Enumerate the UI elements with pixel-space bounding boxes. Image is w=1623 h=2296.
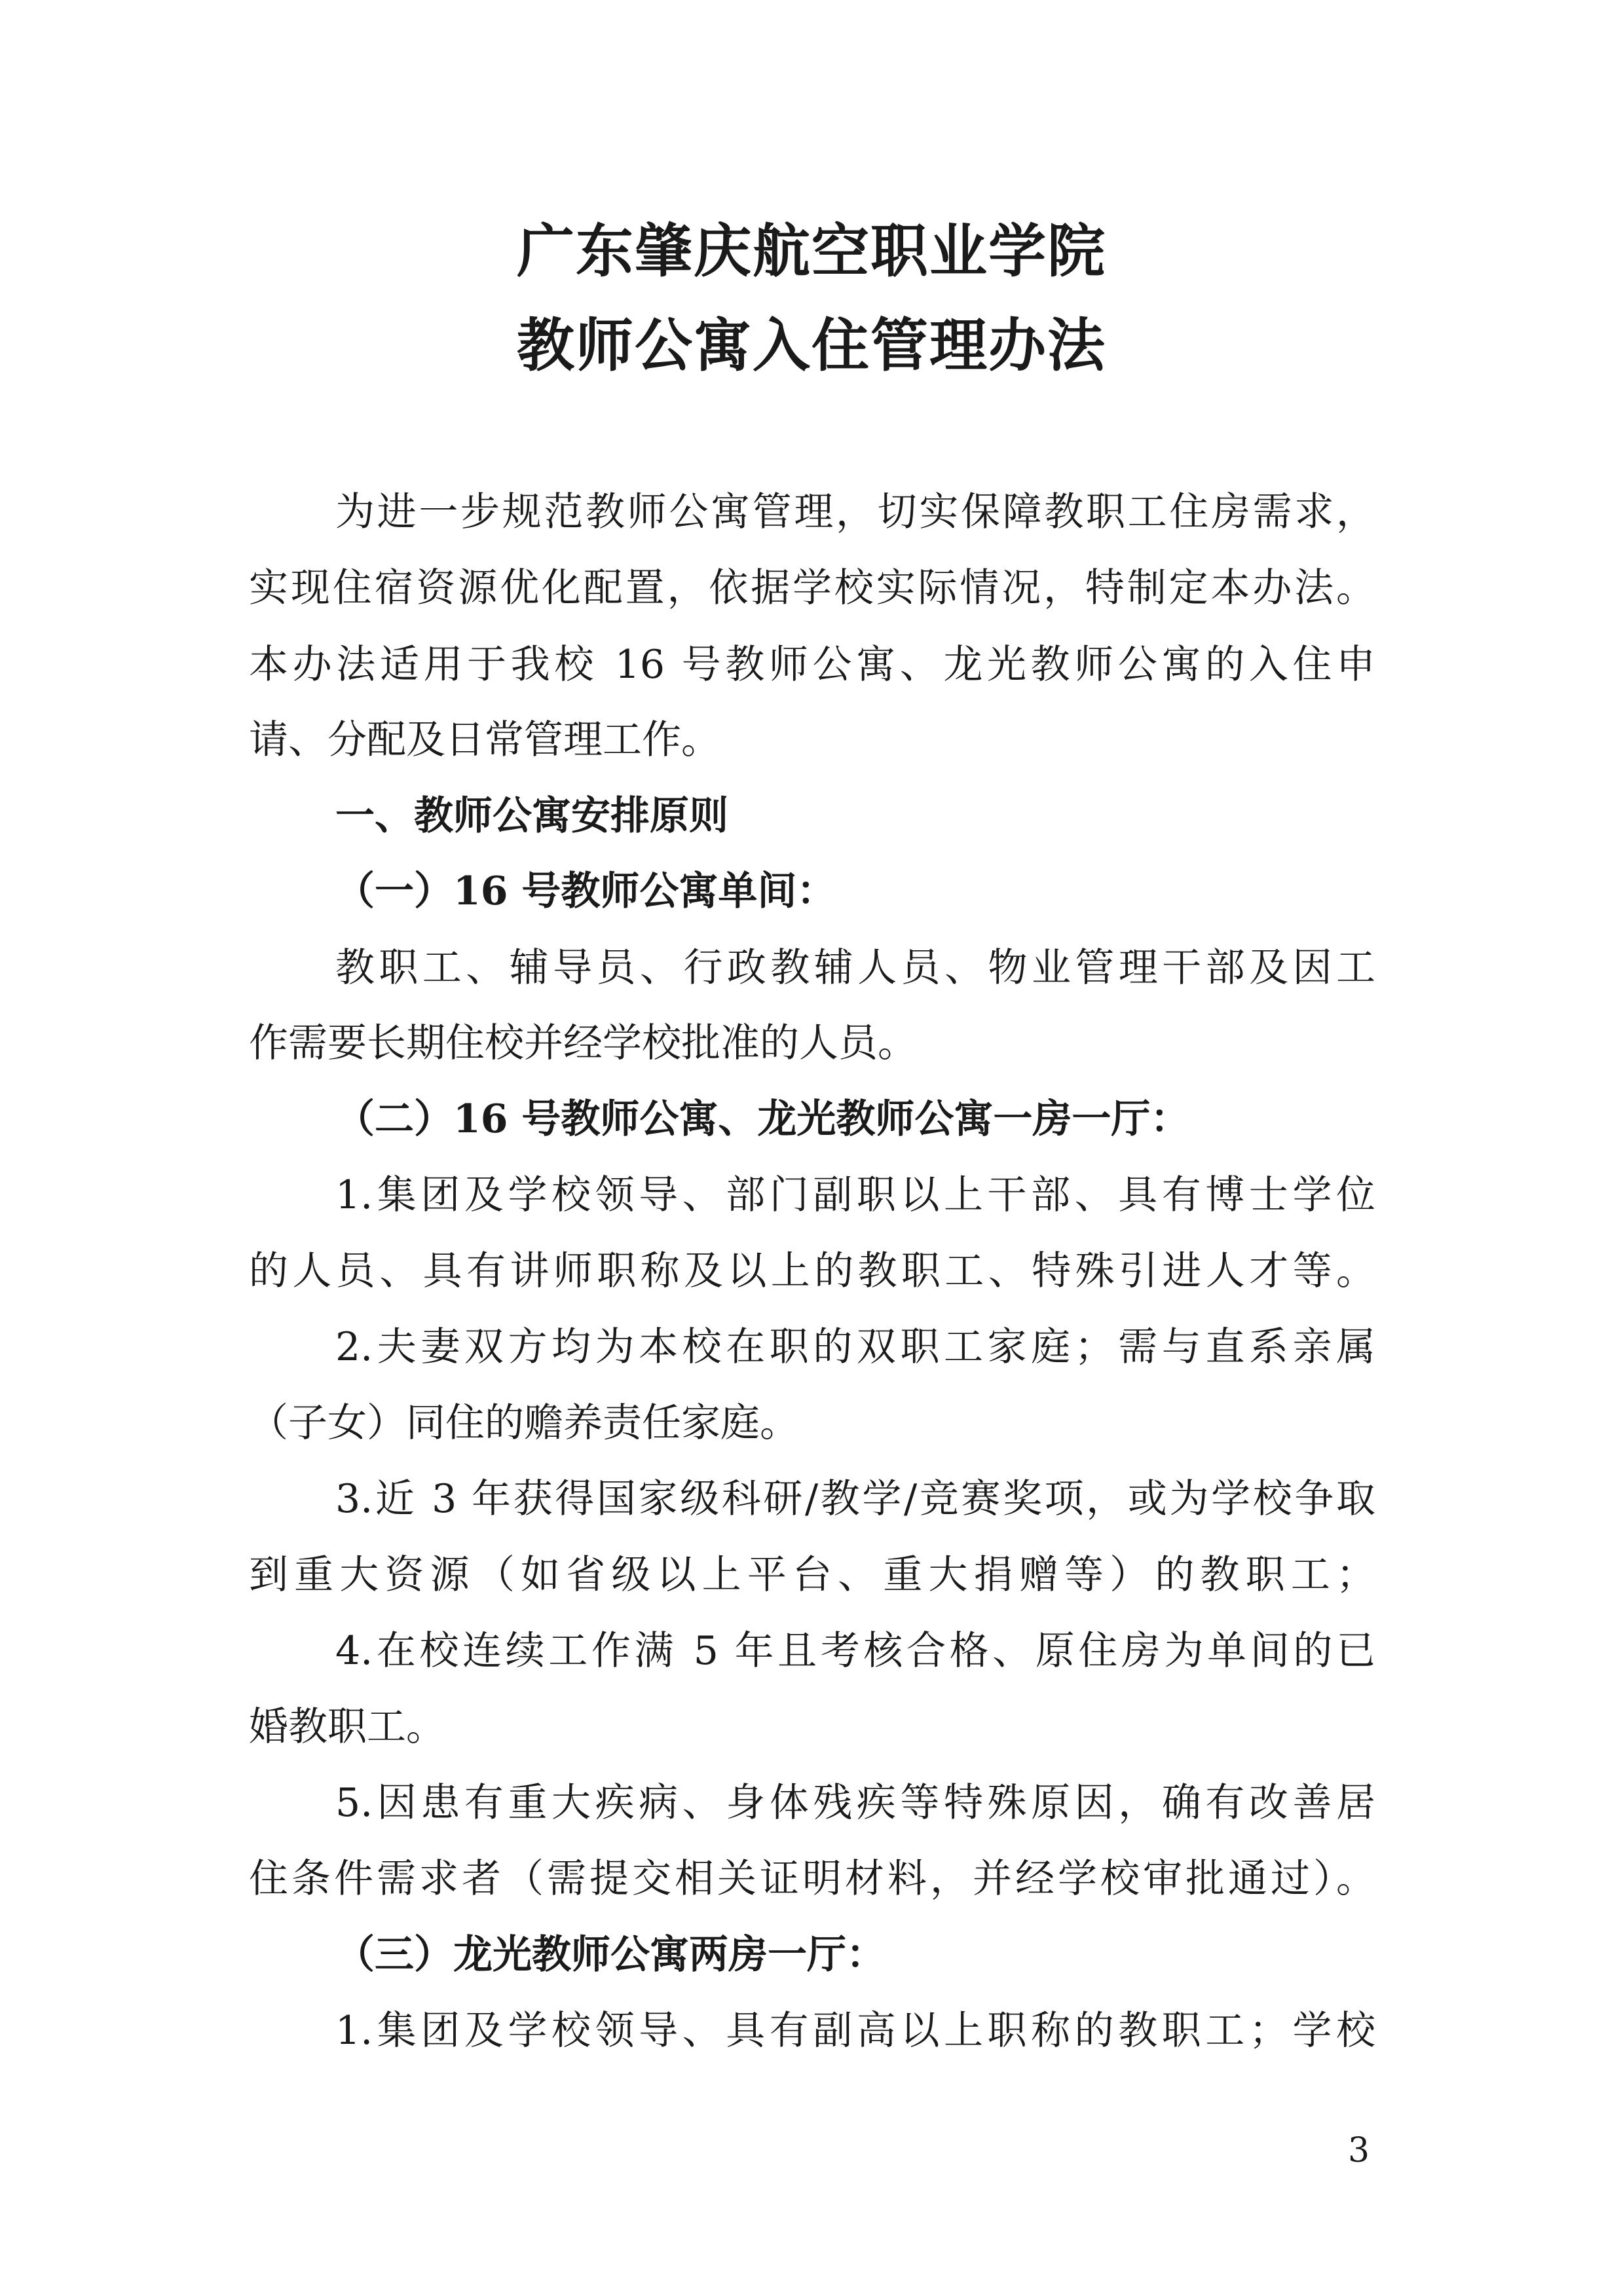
paragraph-line: 教职工、辅导员、行政教辅人员、物业管理干部及因工 <box>335 945 1375 991</box>
list-item-line: 住条件需求者（需提交相关证明材料，并经学校审批通过）。 <box>249 1856 1375 1902</box>
list-item-line: 2.夫妻双方均为本校在职的双职工家庭；需与直系亲属 <box>335 1324 1375 1370</box>
list-item-line: 的人员、具有讲师职称及以上的教职工、特殊引进人才等。 <box>249 1248 1375 1294</box>
list-item-line: 到重大资源（如省级以上平台、重大捐赠等）的教职工； <box>249 1552 1375 1598</box>
paragraph-line: 作需要长期住校并经学校批准的人员。 <box>249 1020 917 1066</box>
list-item-line: 4.在校连续工作满 5 年且考核合格、原住房为单间的已 <box>335 1628 1375 1674</box>
subsection-heading: （二）16 号教师公寓、龙光教师公寓一房一厅： <box>335 1096 1190 1142</box>
subsection-heading: （三）龙光教师公寓两房一厅： <box>335 1932 886 1978</box>
list-item-line: （子女）同住的赡养责任家庭。 <box>249 1400 799 1446</box>
document-title-line-2: 教师公寓入住管理办法 <box>516 312 1106 379</box>
paragraph-line: 实现住宿资源优化配置，依据学校实际情况，特制定本办法。 <box>249 565 1375 611</box>
paragraph-line: 请、分配及日常管理工作。 <box>249 717 720 763</box>
list-item-line: 3.近 3 年获得国家级科研/教学/竞赛奖项，或为学校争取 <box>335 1476 1375 1522</box>
section-heading: 一、教师公寓安排原则 <box>335 793 728 839</box>
page-number: 3 <box>1348 2131 1370 2170</box>
list-item-line: 婚教职工。 <box>249 1704 445 1750</box>
list-item-line: 5.因患有重大疾病、身体残疾等特殊原因，确有改善居 <box>335 1780 1375 1826</box>
paragraph-line: 为进一步规范教师公寓管理，切实保障教职工住房需求， <box>335 489 1375 535</box>
paragraph-line: 本办法适用于我校 16 号教师公寓、龙光教师公寓的入住申 <box>249 642 1375 688</box>
document-title-line-1: 广东肇庆航空职业学院 <box>516 217 1106 285</box>
subsection-heading: （一）16 号教师公寓单间： <box>335 868 836 914</box>
list-item-line: 1.集团及学校领导、部门副职以上干部、具有博士学位 <box>335 1172 1375 1218</box>
list-item-line: 1.集团及学校领导、具有副高以上职称的教职工；学校 <box>335 2008 1375 2054</box>
